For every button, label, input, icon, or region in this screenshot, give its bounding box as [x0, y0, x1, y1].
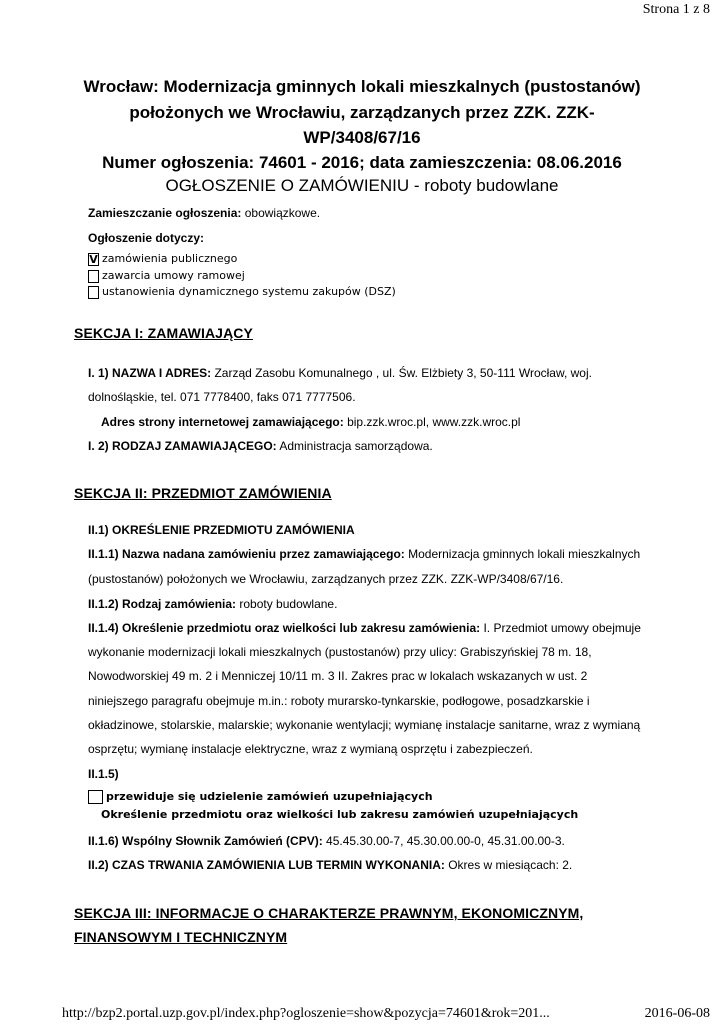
notice-number: Numer ogłoszenia: 74601 - 2016; data zamieszczenia: 08.06.2016 [102, 153, 622, 172]
option-framework-agreement: zawarcia umowy ramowej [88, 268, 245, 283]
section-3-heading-line-2: FINANSOWYM I TECHNICZNYM [74, 929, 288, 945]
s2-1-1-line-1: II.1.1) Nazwa nadana zamówieniu przez zamawiającego: Modernizacja gminnych lokali mieszkalnych [88, 547, 641, 561]
s2-1-6: II.1.6) Wspólny Słownik Zamówień (CPV): 45.45.30.00-7, 45.30.00.00-0, 45.31.00.00-3. [88, 834, 565, 848]
section-3-heading-line-1: SEKCJA III: INFORMACJE O CHARAKTERZE PRAWNYM, EKONOMICZNYM, [74, 905, 584, 921]
option-public-procurement: V zamówienia publicznego [89, 252, 238, 266]
s1-web: Adres strony internetowej zamawiającego: bip.zzk.wroc.pl, www.zzk.wroc.pl [101, 415, 521, 429]
checkbox-checked: V [89, 252, 98, 266]
s1-type: I. 2) RODZAJ ZAMAWIAJĄCEGO: Administracja samorządowa. [88, 439, 433, 453]
s1-name-line-1: I. 1) NAZWA I ADRES: Zarząd Zasobu Komunalnego , ul. Św. Elżbiety 3, 50-111 Wrocław, woj. [88, 366, 592, 380]
checkbox-empty [88, 270, 99, 283]
footer-url: http://bzp2.portal.uzp.gov.pl/index.php?ogloszenie=show&pozycja=74601&rok=201... [62, 1006, 550, 1021]
title-line-3: WP/3408/67/16 [303, 128, 421, 147]
section-2-heading: SEKCJA II: PRZEDMIOT ZAMÓWIENIA [74, 485, 332, 501]
concerns-label: Ogłoszenie dotyczy: [88, 231, 205, 245]
checkbox-empty [88, 790, 103, 804]
page-indicator: Strona 1 z 8 [642, 2, 710, 17]
s2-1-1-line-2: (pustostanów) położonych we Wrocławiu, zarządzanych przez ZZK. ZZK-WP/3408/67/16. [88, 572, 564, 586]
s2-1-4-line-5: okładzinowe, stolarskie, malarskie; wykonanie wentylacji; wymianę instalacje sanitarne, wraz z wymianą [88, 718, 641, 732]
s2-1-4-line-6: osprzętu; wymianę instalacje elektryczne, wraz z wymianą osprzętu i zabezpieczeń. [88, 742, 533, 756]
title-line-1: Wrocław: Modernizacja gminnych lokali mieszkalnych (pustostanów) [83, 77, 641, 96]
s2-1-4-line-3: Nowodworskiej 49 m. 2 i Menniczej 10/11 m. 3 II. Zakres prac w lokalach wskazanych w ust. 2 [88, 669, 588, 683]
notice-subtitle: OGŁOSZENIE O ZAMÓWIENIU - roboty budowlane [165, 176, 559, 195]
s2-1-4-line-4: niniejszego paragrafu obejmuje m.in.: roboty murarsko-tynkarskie, podłogowe, posadzkarskie i [88, 694, 590, 708]
footer-date: 2016-06-08 [644, 1006, 710, 1021]
posting-line: Zamieszczanie ogłoszenia: obowiązkowe. [88, 206, 321, 220]
s2-1-5-sub: Określenie przedmiotu oraz wielkości lub zakresu zamówień uzupełniających [101, 808, 579, 821]
s2-2: II.2) CZAS TRWANIA ZAMÓWIENIA LUB TERMIN WYKONANIA: Okres w miesiącach: 2. [88, 858, 573, 872]
s2-1: II.1) OKREŚLENIE PRZEDMIOTU ZAMÓWIENIA [88, 523, 355, 537]
s2-1-5: II.1.5) [88, 767, 119, 781]
s1-name-line-2: dolnośląskie, tel. 071 7778400, faks 071 7777506. [88, 390, 356, 404]
title-line-2: położonych we Wrocławiu, zarządzanych przez ZZK. ZZK- [129, 103, 595, 122]
s2-1-4-line-1: II.1.4) Określenie przedmiotu oraz wielkości lub zakresu zamówienia: I. Przedmiot umowy obejmuje [88, 621, 641, 635]
option-supplementary-orders: przewiduje się udzielenie zamówień uzupełniających [88, 788, 433, 805]
option-dps: ustanowienia dynamicznego systemu zakupów (DSZ) [88, 284, 396, 299]
s2-1-2: II.1.2) Rodzaj zamówienia: roboty budowlane. [88, 597, 338, 611]
s2-1-4-line-2: wykonanie modernizacji lokali mieszkalnych (pustostanów) przy ulicy: Grabiszyńskiej 78 m. 18, [88, 645, 592, 659]
section-1-heading: SEKCJA I: ZAMAWIAJĄCY [74, 325, 253, 341]
checkbox-empty [88, 286, 99, 299]
